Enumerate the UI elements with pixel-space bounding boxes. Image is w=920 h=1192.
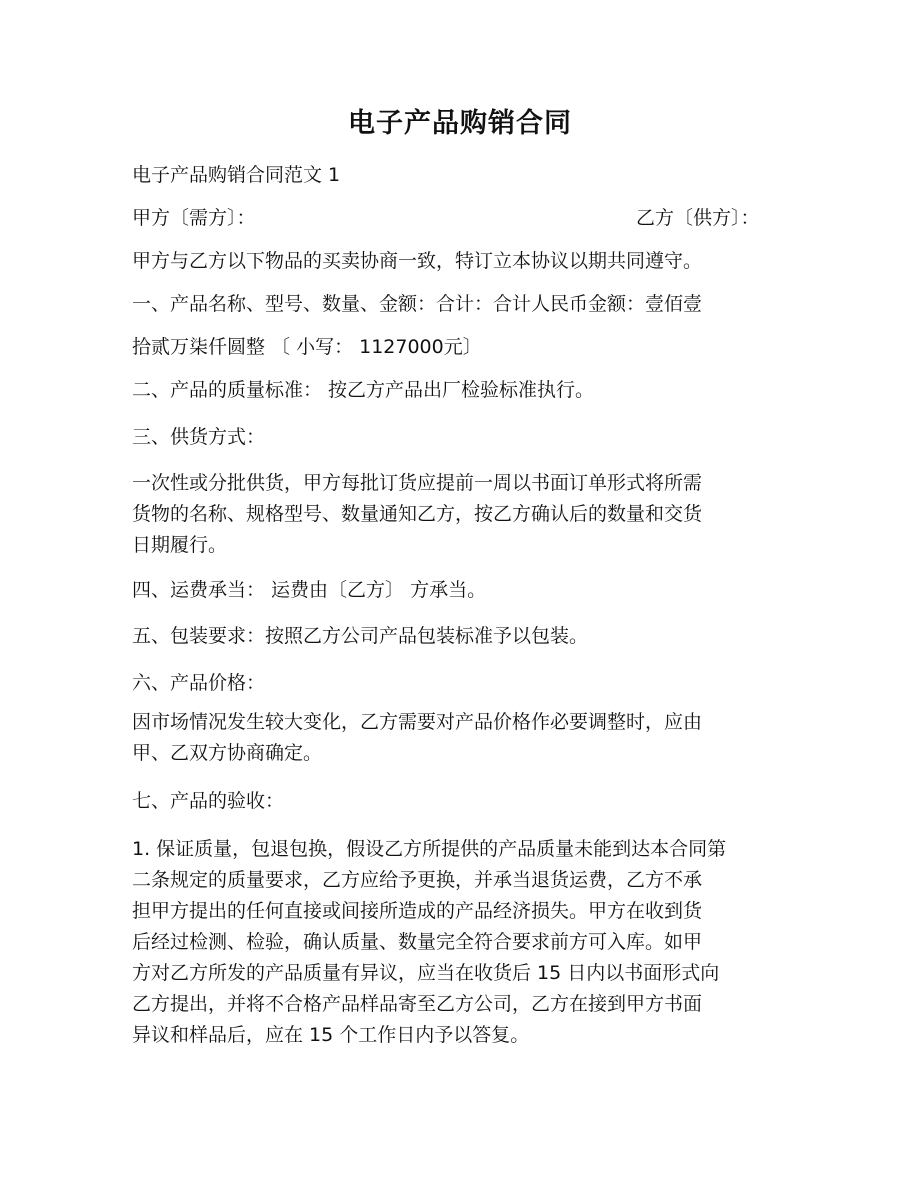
clause-7-line: 1. 保证质量，包退包换，假设乙方所提供的产品质量未能到达本合同第 bbox=[132, 838, 727, 860]
clause-7-line: 方对乙方所发的产品质量有异议，应当在收货后 15 日内以书面形式向 bbox=[132, 962, 720, 984]
clause-7-line: 二条规定的质量要求，乙方应给予更换，并承当退货运费，乙方不承 bbox=[132, 869, 703, 891]
clause-5: 五、包装要求：按照乙方公司产品包装标准予以包装。 bbox=[132, 625, 589, 647]
clause-7-line: 乙方提出，并将不合格产品样品寄至乙方公司，乙方在接到甲方书面 bbox=[132, 993, 703, 1015]
clause-7-line: 后经过检测、检验，确认质量、数量完全符合要求前方可入库。如甲 bbox=[132, 931, 703, 953]
party-b-row bbox=[636, 203, 786, 234]
clause-4: 四、运费承当： 运费由〔乙方〕 方承当。 bbox=[132, 579, 487, 601]
clause-7-line: 异议和样品后，应在 15 个工作日内予以答复。 bbox=[132, 1024, 530, 1046]
clause-6-heading: 六、产品价格： bbox=[132, 672, 266, 694]
document-title: 电子产品购销合同 bbox=[348, 108, 572, 139]
party-a-label: 甲方〔需方〕： bbox=[132, 207, 256, 229]
clause-1-line: 一、产品名称、型号、数量、金额：合计：合计人民币金额：壹佰壹 bbox=[132, 293, 703, 315]
clause-3-heading: 三、供货方式： bbox=[132, 426, 266, 448]
intro-paragraph: 甲方与乙方以下物品的买卖协商一致，特订立本协议以期共同遵守。 bbox=[132, 250, 703, 272]
clause-3-line: 一次性或分批供货，甲方每批订货应提前一周以书面订单形式将所需 bbox=[132, 472, 703, 494]
clause-7-heading: 七、产品的验收： bbox=[132, 790, 285, 812]
clause-2: 二、产品的质量标准： 按乙方产品出厂检验标准执行。 bbox=[132, 379, 595, 401]
party-b-label: 乙方〔供方〕： bbox=[636, 207, 760, 229]
document-subtitle: 电子产品购销合同范文 1 bbox=[132, 164, 341, 186]
clause-1 bbox=[132, 289, 782, 363]
clause-3-line: 日期履行。 bbox=[132, 534, 228, 556]
clause-7-item-1 bbox=[132, 834, 782, 1051]
clause-3-body bbox=[132, 468, 782, 561]
clause-6-body bbox=[132, 707, 782, 769]
clause-1-line: 拾贰万柒仟圆整 〔 小写： 1127000元〕 bbox=[132, 336, 482, 358]
clause-6-line: 甲、乙双方协商确定。 bbox=[132, 742, 323, 764]
clause-7-line: 担甲方提出的任何直接或间接所造成的产品经济损失。甲方在收到货 bbox=[132, 900, 703, 922]
clause-6-line: 因市场情况发生较大变化，乙方需要对产品价格作必要调整时，应由 bbox=[132, 711, 703, 733]
clause-3-line: 货物的名称、规格型号、数量通知乙方，按乙方确认后的数量和交货 bbox=[132, 503, 703, 525]
